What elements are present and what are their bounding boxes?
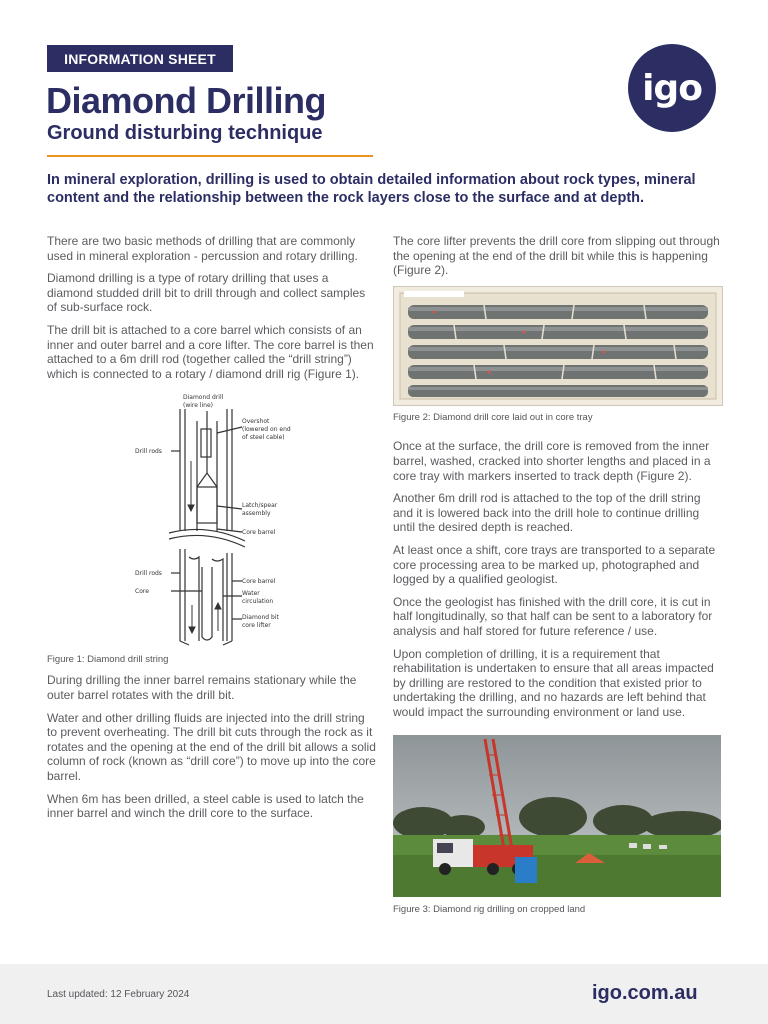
paragraph: Upon completion of drilling, it is a requirement that rehabilitation is undertaken to ensure that all areas impacted by drilling are restored to the condition that existed prior to undertaking the drilling, and no hazards are left behind that would impact the surrounding environment or land use. [393, 646, 714, 719]
last-updated: Last updated: 12 February 2024 [47, 989, 190, 1000]
website-link[interactable]: igo.com.au [592, 982, 698, 1004]
diagram-label: assembly [242, 510, 271, 518]
core-tray-photo [393, 286, 723, 406]
paragraph: Once the geologist has finished with the drill core, it is cut in half longitudinally, so that half can be sent to a laboratory for analysis and half stored for future reference / use. [393, 594, 713, 638]
info-sheet-badge: INFORMATION SHEET [47, 45, 233, 72]
left-column [47, 234, 377, 829]
diagram-label: Overshot [242, 418, 270, 426]
paragraph: At least once a shift, core trays are transported to a separate core processing area to be marked up, photographed and logged by a qualified geologist. [393, 542, 716, 587]
diagram-label: core lifter [242, 622, 271, 630]
right-column [393, 234, 723, 926]
drill-rig-photo [393, 735, 721, 897]
figure-drill-string-diagram [47, 391, 377, 665]
diagram-label: Diamond drill [183, 394, 224, 402]
paragraph: During drilling the inner barrel remains stationary while the outer barrel rotates with the drill bit. [47, 673, 357, 702]
diagram-label: Core [135, 588, 149, 596]
title-divider [47, 155, 373, 157]
diagram-label: circulation [242, 598, 274, 606]
drill-string-illustration [47, 391, 377, 649]
diagram-label: Drill rods [135, 448, 162, 456]
diagram-label: Latch/spear [242, 502, 278, 510]
paragraph: The core lifter prevents the drill core from slipping out through the opening at the end of the drill bit while this is happening (Figure 2). [393, 234, 720, 278]
paragraph: There are two basic methods of drilling that are commonly used in mineral exploration - percussion and rotary drilling. [47, 234, 358, 263]
core-tray-image [394, 287, 722, 405]
logo-text: igo [642, 67, 702, 109]
figure-caption: Figure 2: Diamond drill core laid out in core tray [393, 411, 593, 423]
paragraph: When 6m has been drilled, a steel cable is used to latch the inner barrel and winch the drill core to the surface. [47, 791, 364, 821]
paragraph: The drill bit is attached to a core barrel which consists of an inner and outer barrel and a core lifter. The core barrel is then attached to a 6m drill rod (together called the “drill string”) which is connected to a rotary / diamond drill rig (Figure 1). [47, 322, 374, 381]
diagram-label: Water [242, 590, 260, 598]
diagram-label: Core barrel [242, 529, 276, 537]
paragraph: Diamond drilling is a type of rotary drilling that uses a diamond studded drill bit to drill through and collect samples of sub-surface rock. [47, 271, 366, 315]
diagram-label: Diamond bit [242, 614, 279, 622]
paragraph: Water and other drilling fluids are injected into the drill string to prevent overheating. The drill bit cuts through the rock as it rotates and the opening at the end of the drill bit allows a solid column of rock (known as “drill core”) to move up into the core barrel. [47, 710, 376, 783]
drill-rig-image [393, 735, 721, 897]
page-subtitle: Ground disturbing technique [47, 122, 323, 144]
figure-caption: Figure 3: Diamond rig drilling on cropped land [393, 904, 586, 916]
diagram-label: (wire line) [183, 402, 214, 410]
intro-paragraph: In mineral exploration, drilling is used to obtain detailed information about rock types, mineral content and the relationship between the rock layers close to the surface and at depth. [47, 172, 696, 206]
igo-logo[interactable] [628, 44, 716, 132]
diagram-label: (lowered on end [242, 426, 291, 434]
diagram-label: Drill rods [135, 570, 162, 578]
diagram-label: Core barrel [242, 578, 276, 586]
figure-caption: Figure 1: Diamond drill string [47, 653, 169, 665]
diagram-label: of steel cable) [242, 434, 285, 442]
page-title: Diamond Drilling [46, 80, 326, 121]
paragraph: Another 6m drill rod is attached to the top of the drill string and it is lowered back into the drill hole to continue drilling until the desired depth is reached. [393, 491, 701, 535]
paragraph: Once at the surface, the drill core is removed from the inner barrel, washed, cracked into shorter lengths and placed in a core tray with markers inserted to track depth (Figure 2). [393, 439, 711, 483]
